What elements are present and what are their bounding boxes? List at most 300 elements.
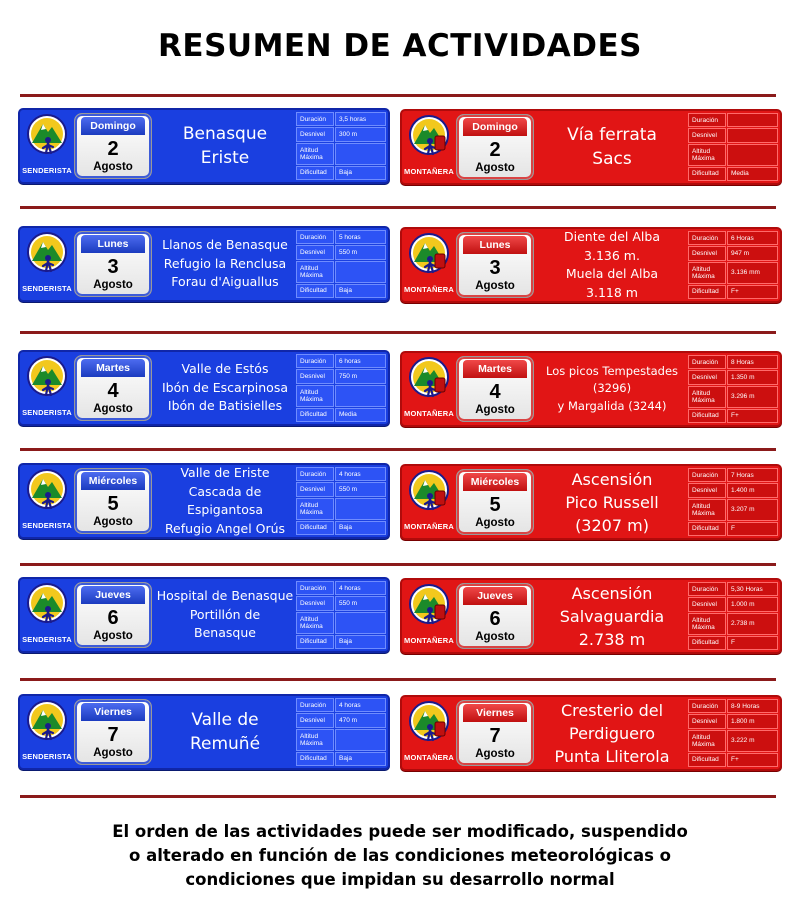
montanera-activity-card: [400, 695, 782, 771]
stat-dificultad: [688, 167, 778, 181]
activity-stats: [688, 231, 778, 299]
stat-value: 5 horas: [335, 230, 386, 244]
activity-name: [154, 465, 296, 537]
activity-name: [536, 229, 688, 301]
stat-value: 550 m: [335, 596, 386, 610]
stat-label: Desnivel: [688, 714, 726, 728]
disclaimer-line: El orden de las actividades puede ser modificado, suspendido: [112, 822, 688, 841]
calendar-weekday: Jueves: [81, 586, 145, 604]
activity-stats: [688, 468, 778, 536]
stat-desnivel: [688, 714, 778, 728]
stat-label: Duración: [296, 354, 334, 368]
stat-label: Duración: [688, 355, 726, 369]
stat-label: Altitud Máxima: [688, 499, 726, 521]
activity-name-line: 3.118 m: [586, 284, 638, 300]
activity-name: [536, 697, 688, 769]
stat-label: Dificultad: [688, 285, 726, 299]
stat-value: 3,5 horas: [335, 112, 386, 126]
calendar-weekday: Domingo: [463, 118, 527, 136]
senderista-activity-card: [18, 108, 390, 184]
activity-stats: [296, 698, 386, 766]
activity-name-line: Espigantosa: [186, 502, 264, 517]
stat-dificultad: [296, 166, 386, 180]
calendar-date: [456, 700, 534, 766]
calendar-month: Agosto: [475, 517, 515, 529]
stat-label: Desnivel: [688, 483, 726, 497]
stat-value: 4 horas: [335, 698, 386, 712]
stat-label: Desnivel: [296, 482, 334, 496]
hiker-badge-icon: [26, 582, 68, 634]
stat-dificultad: [296, 635, 386, 649]
activity-stats: [688, 355, 778, 423]
activity-name: [536, 353, 688, 425]
stat-value: 1.800 m: [727, 714, 778, 728]
stat-label: Dificultad: [296, 635, 334, 649]
activity-name: [154, 352, 296, 424]
stat-value: Media: [727, 167, 778, 181]
montanera-activity-card: [400, 578, 782, 654]
activity-name-line: Cresterio del: [560, 700, 664, 720]
calendar-day-number: 5: [489, 494, 501, 516]
section-divider: [20, 795, 776, 798]
mountaineer-badge-icon: [408, 356, 450, 408]
calendar-weekday: Martes: [81, 359, 145, 377]
logo-label: MONTAÑERA: [404, 167, 454, 176]
stat-label: Duración: [688, 113, 726, 127]
montanera-activity-card: [400, 464, 782, 540]
calendar-date: [74, 468, 152, 534]
calendar-month: Agosto: [93, 516, 133, 528]
stat-label: Duración: [296, 581, 334, 595]
stat-label: Dificultad: [688, 522, 726, 536]
logo-label: SENDERISTA: [22, 635, 72, 644]
stat-dificultad: [688, 285, 778, 299]
calendar-month: Agosto: [93, 747, 133, 759]
calendar-weekday: Lunes: [463, 236, 527, 254]
stat-value: 300 m: [335, 127, 386, 141]
stat-dificultad: [296, 521, 386, 535]
calendar-month: Agosto: [93, 403, 133, 415]
activity-name-line: Refugio la Renclusa: [163, 255, 287, 271]
logo-label: MONTAÑERA: [404, 522, 454, 531]
page-title: RESUMEN DE ACTIVIDADES: [158, 28, 642, 64]
stat-value: 6 horas: [335, 354, 386, 368]
stat-value: 5,30 Horas: [727, 582, 778, 596]
section-divider: [20, 331, 776, 334]
calendar-date: [74, 582, 152, 648]
stat-value: [727, 113, 778, 127]
stat-duracion: [296, 467, 386, 481]
stat-label: Altitud Máxima: [296, 261, 334, 283]
activity-name-line: Ascensión: [571, 583, 653, 603]
stat-value: 3.296 m: [727, 386, 778, 408]
stat-desnivel: [296, 482, 386, 496]
activity-name-line: Remuñé: [189, 734, 261, 754]
stat-altitud: [296, 143, 386, 165]
stat-dificultad: [688, 409, 778, 423]
mountaineer-badge-icon: [408, 583, 450, 635]
activity-name-line: Llanos de Benasque: [162, 237, 288, 253]
stat-label: Dificultad: [688, 753, 726, 767]
senderista-logo: [20, 465, 74, 537]
activity-name-line: Vía ferrata: [567, 125, 657, 145]
calendar-day-number: 2: [489, 139, 501, 161]
activity-name-line: 2.738 m: [578, 629, 646, 649]
activity-name: [536, 111, 688, 183]
montanera-activity-card: [400, 109, 782, 185]
stat-label: Altitud Máxima: [688, 144, 726, 166]
stat-value: Baja: [335, 166, 386, 180]
mountaineer-badge-icon: [408, 700, 450, 752]
calendar-date: [74, 355, 152, 421]
stat-altitud: [296, 498, 386, 520]
stat-altitud: [688, 144, 778, 166]
calendar-weekday: Miércoles: [463, 473, 527, 491]
calendar-weekday: Jueves: [463, 587, 527, 605]
stat-value: 6 Horas: [727, 231, 778, 245]
stat-altitud: [296, 261, 386, 283]
senderista-logo: [20, 579, 74, 651]
stat-value: Media: [335, 408, 386, 422]
senderista-activity-card: [18, 694, 390, 770]
stat-label: Altitud Máxima: [688, 262, 726, 284]
stat-label: Desnivel: [688, 246, 726, 260]
stat-value: 3.207 m: [727, 499, 778, 521]
stat-label: Dificultad: [296, 752, 334, 766]
calendar-month: Agosto: [475, 404, 515, 416]
stat-value: F: [727, 522, 778, 536]
stat-value: F+: [727, 753, 778, 767]
stat-desnivel: [688, 128, 778, 142]
stat-label: Duración: [296, 467, 334, 481]
calendar-month: Agosto: [475, 631, 515, 643]
calendar-day-number: 3: [107, 256, 119, 278]
stat-value: 1.400 m: [727, 483, 778, 497]
stat-value: 1.000 m: [727, 597, 778, 611]
activity-name-line: Diente del Alba: [564, 229, 660, 244]
stat-duracion: [688, 468, 778, 482]
stat-label: Desnivel: [296, 245, 334, 259]
stat-desnivel: [296, 369, 386, 383]
senderista-activity-card: [18, 463, 390, 539]
disclaimer-line: condiciones que impidan su desarrollo normal: [185, 870, 615, 889]
stat-altitud: [296, 729, 386, 751]
calendar-weekday: Martes: [463, 360, 527, 378]
stat-duracion: [688, 582, 778, 596]
stat-value: 4 horas: [335, 581, 386, 595]
montanera-activity-card: [400, 351, 782, 427]
stat-label: Altitud Máxima: [688, 386, 726, 408]
stat-value: [335, 261, 386, 283]
mountaineer-badge-icon: [408, 232, 450, 284]
logo-label: SENDERISTA: [22, 284, 72, 293]
stat-dificultad: [296, 752, 386, 766]
activity-stats: [688, 699, 778, 767]
calendar-date: [456, 583, 534, 649]
mountaineer-badge-icon: [408, 114, 450, 166]
calendar-day-number: 6: [489, 608, 501, 630]
stat-label: Desnivel: [688, 128, 726, 142]
stat-value: 8-9 Horas: [727, 699, 778, 713]
stat-label: Altitud Máxima: [688, 613, 726, 635]
section-divider: [20, 448, 776, 451]
activity-name-line: Benasque: [194, 625, 256, 641]
calendar-month: Agosto: [93, 279, 133, 291]
stat-value: 8 Horas: [727, 355, 778, 369]
stat-label: Duración: [296, 230, 334, 244]
stat-desnivel: [688, 483, 778, 497]
stat-desnivel: [688, 597, 778, 611]
stat-label: Duración: [688, 231, 726, 245]
stat-desnivel: [296, 596, 386, 610]
calendar-day-number: 2: [107, 138, 119, 160]
calendar-date: [74, 113, 152, 179]
stat-label: Desnivel: [296, 369, 334, 383]
section-divider: [20, 206, 776, 209]
activity-name-line: Valle de: [191, 710, 259, 730]
stat-value: 4 horas: [335, 467, 386, 481]
stat-dificultad: [688, 753, 778, 767]
stat-label: Altitud Máxima: [296, 143, 334, 165]
activity-name: [154, 228, 296, 300]
stat-dificultad: [296, 284, 386, 298]
senderista-logo: [20, 110, 74, 182]
disclaimer-line: o alterado en función de las condiciones meteorológicas o: [129, 846, 671, 865]
stat-desnivel: [296, 127, 386, 141]
calendar-day-number: 6: [107, 607, 119, 629]
hiker-badge-icon: [26, 113, 68, 165]
hiker-badge-icon: [26, 699, 68, 751]
stat-value: [727, 144, 778, 166]
calendar-date: [74, 231, 152, 297]
stat-value: 3.136 mm: [727, 262, 778, 284]
calendar-day-number: 5: [107, 493, 119, 515]
montanera-logo: [402, 697, 456, 769]
logo-label: SENDERISTA: [22, 408, 72, 417]
stat-value: Baja: [335, 752, 386, 766]
stat-altitud: [688, 730, 778, 752]
stat-label: Altitud Máxima: [296, 498, 334, 520]
logo-label: MONTAÑERA: [404, 636, 454, 645]
activity-name-line: Valle de Estós: [181, 361, 269, 377]
montanera-activity-card: [400, 227, 782, 303]
stat-desnivel: [688, 246, 778, 260]
stat-label: Desnivel: [688, 597, 726, 611]
stat-duracion: [296, 230, 386, 244]
stat-value: [335, 498, 386, 520]
calendar-date: [456, 356, 534, 422]
stat-altitud: [688, 262, 778, 284]
stat-value: 750 m: [335, 369, 386, 383]
stat-dificultad: [688, 522, 778, 536]
stat-desnivel: [688, 370, 778, 384]
activity-name-line: Ascensión: [571, 469, 653, 489]
logo-label: SENDERISTA: [22, 521, 72, 530]
calendar-weekday: Viernes: [463, 704, 527, 722]
stat-duracion: [296, 581, 386, 595]
stat-label: Dificultad: [296, 166, 334, 180]
stat-value: 2.738 m: [727, 613, 778, 635]
senderista-logo: [20, 696, 74, 768]
activity-name: [536, 466, 688, 538]
activity-name-line: Portillón de: [189, 606, 261, 622]
senderista-activity-card: [18, 350, 390, 426]
activity-name-line: Sacs: [592, 149, 632, 169]
stat-altitud: [296, 385, 386, 407]
activity-name-line: Ibón de Escarpinosa: [162, 379, 288, 395]
stat-duracion: [688, 699, 778, 713]
stat-value: F+: [727, 285, 778, 299]
section-divider: [20, 563, 776, 566]
logo-label: SENDERISTA: [22, 166, 72, 175]
stat-altitud: [688, 386, 778, 408]
activity-name-line: Los picos Tempestades: [545, 363, 679, 378]
stat-desnivel: [296, 245, 386, 259]
calendar-day-number: 4: [107, 380, 119, 402]
hiker-badge-icon: [26, 468, 68, 520]
calendar-day-number: 7: [489, 725, 501, 747]
stat-label: Desnivel: [296, 713, 334, 727]
activity-stats: [688, 113, 778, 181]
activity-name-line: Benasque: [182, 124, 268, 144]
activity-name: [154, 579, 296, 651]
activity-stats: [296, 112, 386, 180]
stat-label: Dificultad: [688, 409, 726, 423]
stat-value: 7 Horas: [727, 468, 778, 482]
calendar-day-number: 7: [107, 724, 119, 746]
stat-label: Duración: [296, 112, 334, 126]
stat-dificultad: [296, 408, 386, 422]
stat-duracion: [688, 113, 778, 127]
section-divider: [20, 678, 776, 681]
stat-duracion: [296, 354, 386, 368]
stat-value: F+: [727, 409, 778, 423]
logo-label: MONTAÑERA: [404, 285, 454, 294]
stat-altitud: [296, 612, 386, 634]
activity-name: [536, 580, 688, 652]
stat-dificultad: [688, 636, 778, 650]
activity-name-line: Muela del Alba: [565, 266, 659, 281]
stat-duracion: [296, 698, 386, 712]
stat-label: Desnivel: [296, 127, 334, 141]
calendar-month: Agosto: [475, 162, 515, 174]
stat-label: Desnivel: [296, 596, 334, 610]
calendar-month: Agosto: [93, 161, 133, 173]
activity-name-line: 3.136 m.: [584, 247, 640, 263]
stat-value: 947 m: [727, 246, 778, 260]
stat-label: Dificultad: [296, 408, 334, 422]
activity-name-line: Forau d'Aiguallus: [171, 274, 279, 290]
logo-label: MONTAÑERA: [404, 409, 454, 418]
calendar-weekday: Viernes: [81, 703, 145, 721]
stat-value: 470 m: [335, 713, 386, 727]
calendar-date: [74, 699, 152, 765]
stat-value: F: [727, 636, 778, 650]
stat-value: 3.222 m: [727, 730, 778, 752]
montanera-logo: [402, 111, 456, 183]
montanera-logo: [402, 580, 456, 652]
activity-name-line: Eriste: [200, 148, 250, 168]
calendar-day-number: 4: [489, 381, 501, 403]
calendar-month: Agosto: [93, 630, 133, 642]
stat-value: 1.350 m: [727, 370, 778, 384]
stat-value: [335, 612, 386, 634]
stat-label: Duración: [688, 582, 726, 596]
stat-value: Baja: [335, 284, 386, 298]
calendar-month: Agosto: [475, 280, 515, 292]
activity-name-line: Ibón de Batisielles: [167, 398, 283, 414]
stat-value: [335, 385, 386, 407]
activity-name-line: (3296): [592, 381, 632, 396]
stat-label: Altitud Máxima: [296, 729, 334, 751]
section-divider: [20, 94, 776, 97]
activity-stats: [296, 354, 386, 422]
logo-label: SENDERISTA: [22, 752, 72, 761]
stat-duracion: [688, 231, 778, 245]
activity-stats: [688, 582, 778, 650]
stat-desnivel: [296, 713, 386, 727]
stat-label: Duración: [296, 698, 334, 712]
montanera-logo: [402, 229, 456, 301]
stat-label: Dificultad: [688, 636, 726, 650]
stat-value: 550 m: [335, 245, 386, 259]
stat-label: Duración: [688, 699, 726, 713]
activity-name-line: Hospital de Benasque: [156, 588, 294, 604]
activity-stats: [296, 467, 386, 535]
activity-name: [154, 110, 296, 182]
stat-duracion: [688, 355, 778, 369]
disclaimer-note: [0, 820, 800, 892]
calendar-date: [456, 114, 534, 180]
activity-name-line: y Margalida (3244): [557, 398, 667, 413]
activity-name-line: Punta Lliterola: [554, 746, 670, 766]
calendar-date: [456, 469, 534, 535]
hiker-badge-icon: [26, 231, 68, 283]
stat-value: Baja: [335, 635, 386, 649]
montanera-logo: [402, 353, 456, 425]
calendar-weekday: Miércoles: [81, 472, 145, 490]
logo-label: MONTAÑERA: [404, 753, 454, 762]
stat-label: Duración: [688, 468, 726, 482]
senderista-logo: [20, 352, 74, 424]
stat-value: [335, 729, 386, 751]
activity-stats: [296, 581, 386, 649]
stat-label: Desnivel: [688, 370, 726, 384]
calendar-date: [456, 232, 534, 298]
stat-label: Altitud Máxima: [296, 612, 334, 634]
stat-label: Dificultad: [296, 521, 334, 535]
stat-value: Baja: [335, 521, 386, 535]
senderista-activity-card: [18, 226, 390, 302]
stat-label: Altitud Máxima: [296, 385, 334, 407]
mountaineer-badge-icon: [408, 469, 450, 521]
activity-name-line: (3207 m): [575, 515, 649, 535]
hiker-badge-icon: [26, 355, 68, 407]
activity-name: [154, 696, 296, 768]
stat-value: [727, 128, 778, 142]
activity-name-line: Salvaguardia: [559, 606, 665, 626]
stat-label: Dificultad: [688, 167, 726, 181]
stat-label: Dificultad: [296, 284, 334, 298]
activity-name-line: Refugio Angel Orús: [164, 520, 286, 536]
stat-value: [335, 143, 386, 165]
stat-label: Altitud Máxima: [688, 730, 726, 752]
calendar-day-number: 3: [489, 257, 501, 279]
montanera-logo: [402, 466, 456, 538]
activity-name-line: Cascada de: [188, 483, 262, 499]
stat-altitud: [688, 499, 778, 521]
senderista-activity-card: [18, 577, 390, 653]
